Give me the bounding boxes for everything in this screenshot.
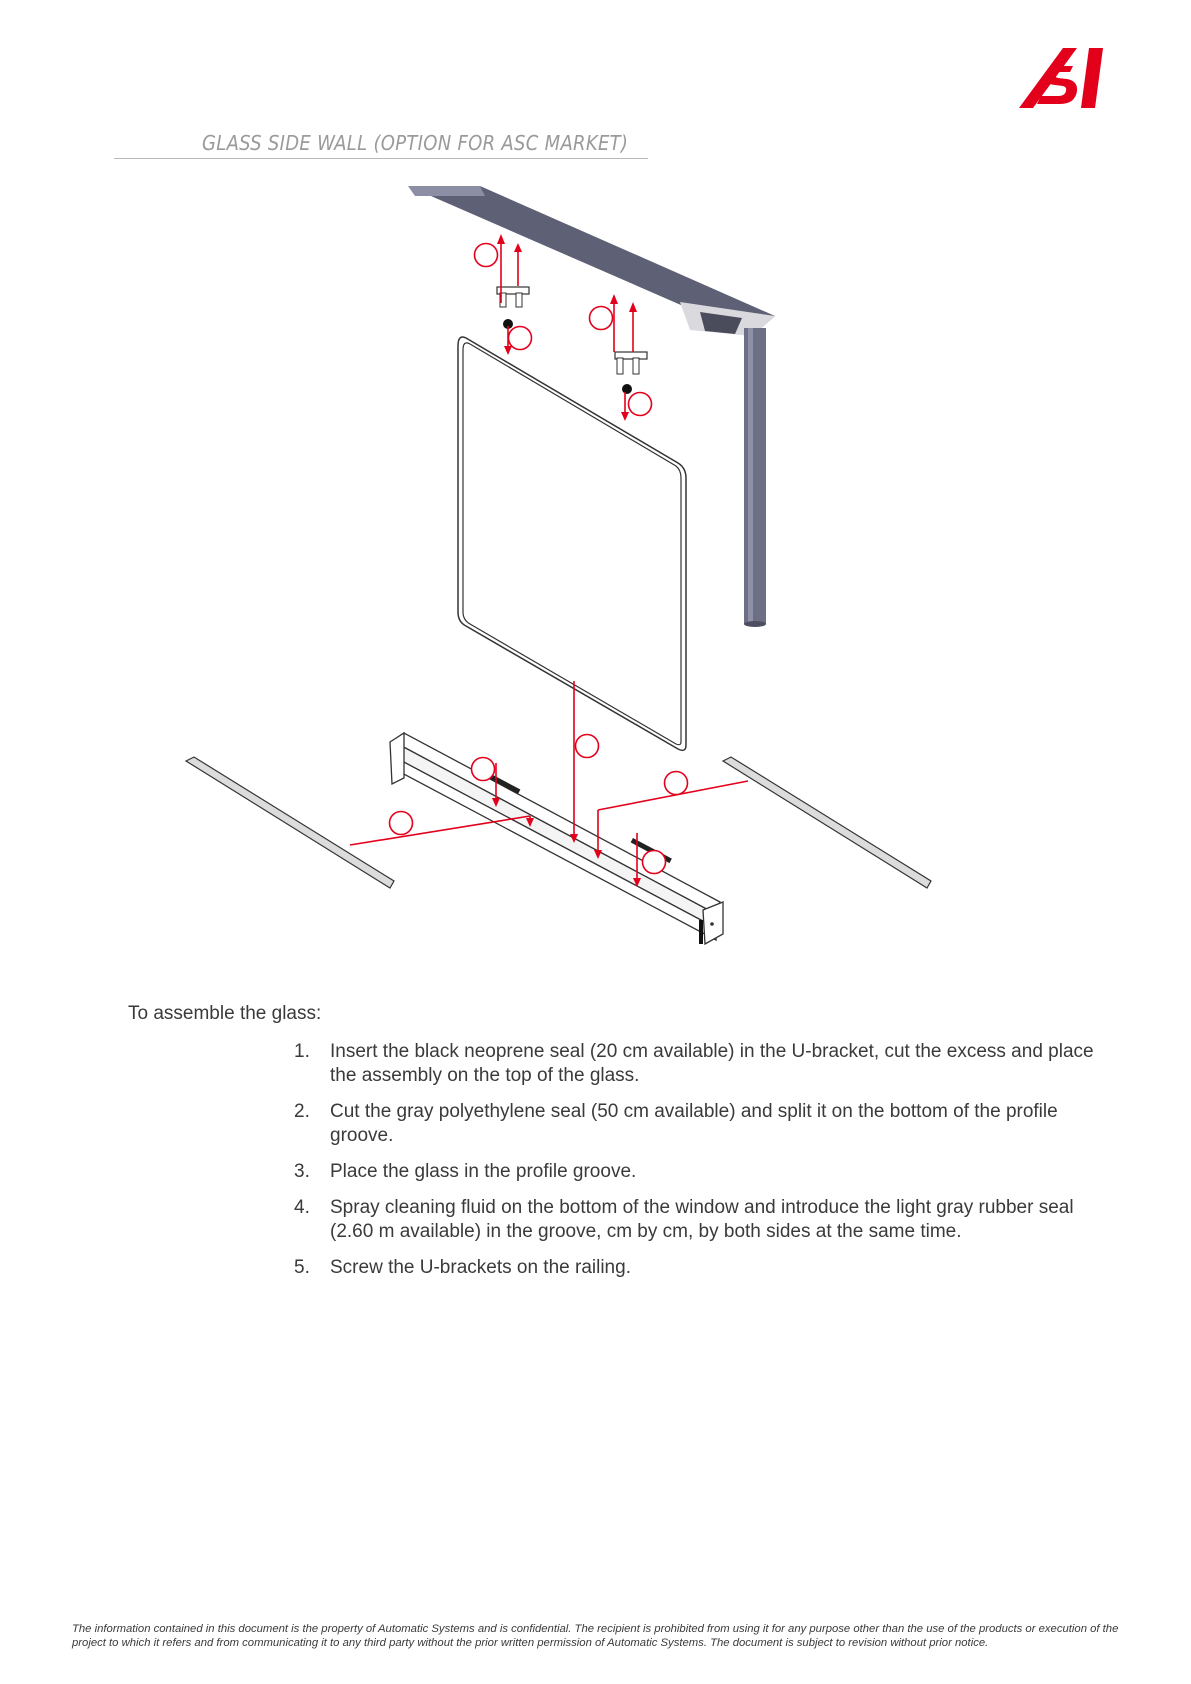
callout-circle (390, 812, 413, 835)
u-bracket-2 (615, 352, 647, 394)
step-text: Screw the U-brackets on the railing. (330, 1257, 631, 1278)
step-text: Insert the black neoprene seal (20 cm available) in the U-bracket, cut the excess and place the assembly on the top of the glass. (330, 1041, 1094, 1086)
step-item (292, 1196, 1122, 1244)
step-item (292, 1160, 1122, 1184)
step-number: 2. (294, 1101, 310, 1122)
bottom-profile (390, 733, 723, 944)
callout-circle (643, 851, 666, 874)
callout-circle (629, 393, 652, 416)
glass-panel (458, 337, 686, 750)
callout-circle (590, 307, 613, 330)
step-item (292, 1100, 1122, 1148)
step-text: Spray cleaning fluid on the bottom of the window and introduce the light gray rubber seal (2.60 m available) in the groove, cm by cm, by both sides at the same time. (330, 1197, 1074, 1242)
step-item (292, 1040, 1122, 1088)
callout-circle (576, 735, 599, 758)
vertical-post (744, 328, 766, 627)
step-text: Cut the gray polyethylene seal (50 cm available) and split it on the bottom of the profile groove. (330, 1101, 1058, 1146)
callout-circle (665, 772, 688, 795)
step-number: 3. (294, 1161, 310, 1182)
callout-circle (475, 244, 498, 267)
left-rubber-strip (186, 757, 394, 888)
right-rubber-strip (723, 757, 931, 888)
instructions-intro: To assemble the glass: (128, 1003, 322, 1024)
assembly-steps (292, 1040, 1122, 1292)
footer-disclaimer: The information contained in this document is the property of Automatic Systems and is confidential. The recipient is prohibited from using it for any purpose other than the use of the products or execution of the project to which it refers and from communicating it to any third party without the prior written permission of Automatic Systems. The document is subject to revision without prior notice. (72, 1623, 1119, 1649)
step-number: 4. (294, 1197, 310, 1218)
step-number: 1. (294, 1041, 310, 1062)
step-item (292, 1256, 1122, 1280)
section-title-text: GLASS SIDE WALL (OPTION FOR ASC MARKET) (202, 131, 629, 155)
callout-circle (509, 327, 532, 350)
callout-circle (472, 758, 495, 781)
step-text: Place the glass in the profile groove. (330, 1161, 637, 1182)
step-number: 5. (294, 1257, 310, 1278)
